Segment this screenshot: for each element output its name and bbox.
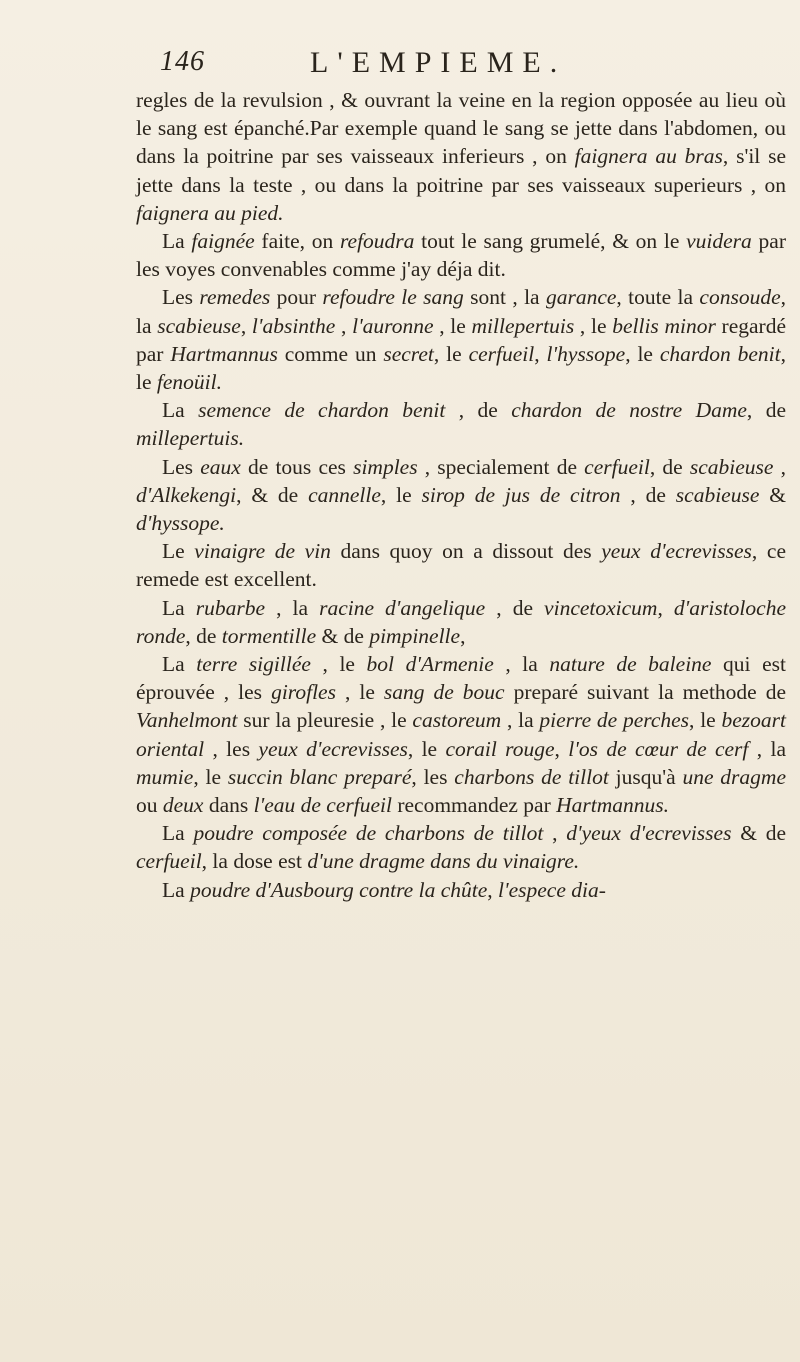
text-run: , ce remede est excellent. (136, 539, 786, 592)
italic-term: vinaigre de vin (194, 539, 331, 564)
italic-term: l'espece dia- (498, 877, 606, 902)
italic-term: tormentille (221, 623, 317, 648)
text-run: , (543, 821, 567, 846)
italic-term: millepertuis (471, 313, 575, 338)
italic-term: refoudra (339, 229, 415, 254)
italic-term: eaux (200, 454, 241, 479)
italic-term: l'hyssope (546, 341, 626, 366)
text-run: , (335, 313, 353, 338)
text-run: & de (731, 821, 786, 846)
italic-term: cerfueil (136, 849, 202, 874)
italic-term: bol d'Armenie (366, 652, 494, 677)
italic-term: d'aristoloche ronde (136, 595, 786, 648)
italic-term: scabieuse (689, 454, 774, 479)
text-run: de tous ces (240, 454, 354, 479)
text-run: , (460, 623, 466, 648)
italic-term: l'os de cœur de cerf (568, 736, 749, 761)
italic-term: bezoart oriental (136, 708, 786, 761)
text-run: regles de la revulsion , & ouvrant la veine en la region opposée au lieu où le sang est épanché.Par exemple quand le sang se jette dans l'abdomen, ou dans la poitrine par ses vaisseaux inferieurs , on (136, 88, 786, 169)
paragraph (136, 396, 786, 452)
text-run: , de (185, 623, 222, 648)
text-run: , le (407, 736, 446, 761)
italic-term: cannelle (308, 482, 381, 507)
italic-term: d'hyssope. (136, 511, 225, 536)
italic-term: terre sigillée (196, 652, 311, 677)
italic-term: consoude (699, 285, 781, 310)
text-run: , de (485, 595, 545, 620)
body-text (136, 86, 786, 904)
italic-term: chardon benit (659, 341, 781, 366)
paragraph (136, 594, 786, 650)
italic-term: garance (545, 285, 617, 310)
text-run: La (162, 398, 199, 423)
text-run: , (657, 595, 674, 620)
text-run: Les (162, 454, 201, 479)
text-run: tout le sang grumelé, & on le (414, 229, 687, 254)
paragraph (136, 283, 786, 396)
text-run: , specialement de (417, 454, 585, 479)
text-run: , les (204, 736, 259, 761)
paragraph (136, 537, 786, 593)
italic-term: yeux d'ecrevisses (601, 539, 752, 564)
italic-term: sang de bouc (383, 680, 505, 705)
italic-term: pimpinelle (369, 623, 461, 648)
text-run: preparé suivant la methode de (504, 680, 787, 705)
text-run: , s'il se jette dans la teste , ou dans la poitrine par ses vaisseaux superieurs , on (136, 144, 786, 197)
italic-term: sirop de jus de citron (421, 482, 621, 507)
text-run: ou (136, 793, 163, 818)
italic-term: cerfueil (468, 341, 535, 366)
italic-term: nature de baleine (549, 652, 712, 677)
italic-term: charbons de tillot (454, 764, 609, 789)
italic-term: l'auronne (352, 313, 434, 338)
italic-term: l'eau de cerfueil (253, 793, 392, 818)
italic-term: secret (383, 341, 434, 366)
italic-term: poudre d'Ausbourg contre la chûte (190, 877, 488, 902)
text-run: , de (620, 482, 676, 507)
paragraph (136, 227, 786, 283)
text-run: Les (162, 285, 200, 310)
text-run: , les (411, 764, 455, 789)
page-number: 146 (160, 46, 205, 77)
italic-term: simples (353, 454, 418, 479)
text-run: , le (625, 341, 660, 366)
text-run: , toute la (616, 285, 700, 310)
italic-term: scabieuse (157, 313, 241, 338)
text-run: , le (433, 313, 472, 338)
italic-term: fenoüil. (156, 370, 222, 395)
italic-term: d'yeux d'ecrevisses (566, 821, 732, 846)
italic-term: racine d'angelique (319, 595, 486, 620)
text-run: , le (574, 313, 613, 338)
text-run: , (534, 341, 547, 366)
italic-term: mumie (136, 764, 194, 789)
text-run: , la (136, 285, 786, 338)
text-run: dans quoy on a dissout des (330, 539, 602, 564)
text-run: , la (493, 652, 550, 677)
text-run: & (759, 482, 786, 507)
italic-term: faignée (191, 229, 255, 254)
italic-term: pierre de perches (539, 708, 690, 733)
text-run: , la (501, 708, 540, 733)
chapter-title: L'EMPIEME. (310, 46, 567, 79)
italic-term: yeux d'ecrevisses (258, 736, 408, 761)
italic-term: millepertuis. (136, 426, 245, 451)
paragraph (136, 86, 786, 227)
paragraph (136, 819, 786, 875)
paragraph (136, 650, 786, 819)
text-run: , (773, 454, 786, 479)
text-run: , la dose est (201, 849, 308, 874)
text-run: , (240, 313, 252, 338)
text-run: , de (746, 398, 787, 423)
text-run: La (162, 229, 192, 254)
text-run: La (162, 877, 191, 902)
italic-term: vuidera (686, 229, 752, 254)
italic-term: refoudre le sang (322, 285, 464, 310)
italic-term: scabieuse (675, 482, 760, 507)
text-run: & de (316, 623, 370, 648)
text-run: qui est éprouvée , les (136, 652, 786, 705)
text-run: , (554, 736, 569, 761)
italic-term: Hartmannus (170, 341, 278, 366)
italic-term: faignera au pied. (136, 200, 284, 225)
italic-term: une dragme (682, 764, 786, 789)
text-run: La (162, 595, 196, 620)
running-head (160, 46, 720, 86)
text-run: , le (433, 341, 469, 366)
italic-term: Vanhelmont (136, 708, 238, 733)
text-run: , de (445, 398, 512, 423)
paragraph (136, 876, 786, 904)
italic-term: remedes (199, 285, 271, 310)
text-run: jusqu'à (608, 764, 683, 789)
italic-term: poudre composée de charbons de tillot (193, 821, 544, 846)
italic-term: corail rouge (445, 736, 555, 761)
text-run: pour (270, 285, 323, 310)
italic-term: girofles (271, 680, 336, 705)
text-run: , la (748, 736, 787, 761)
text-run: sur la pleuresie , le (237, 708, 413, 733)
italic-term: deux (162, 793, 204, 818)
text-run: , le (310, 652, 367, 677)
text-run: , le (689, 708, 722, 733)
italic-term: succin blanc preparé (227, 764, 412, 789)
text-run: dans (203, 793, 254, 818)
italic-term: d'Alkekengi (136, 482, 237, 507)
text-run: faite, on (254, 229, 340, 254)
text-run: recommandez par (391, 793, 557, 818)
italic-term: l'absinthe (251, 313, 336, 338)
italic-term: bellis minor (612, 313, 716, 338)
text-run: , (487, 877, 499, 902)
text-run: Le (162, 539, 195, 564)
italic-term: chardon de nostre Dame (511, 398, 747, 423)
text-run: sont , la (463, 285, 546, 310)
italic-term: Hartmannus. (556, 793, 670, 818)
paragraph (136, 453, 786, 538)
text-run: , & de (236, 482, 309, 507)
text-run: , le (193, 764, 228, 789)
italic-term: vincetoxicum (544, 595, 658, 620)
text-run: , le (335, 680, 384, 705)
text-run: , le (380, 482, 422, 507)
text-run: , le (136, 341, 786, 395)
text-run: , de (649, 454, 690, 479)
text-run: comme un (277, 341, 384, 366)
italic-term: castoreum (412, 708, 502, 733)
italic-term: semence de chardon benit (198, 398, 446, 423)
italic-term: d'une dragme dans du vinaigre. (307, 849, 580, 874)
text-run: , la (265, 595, 320, 620)
text-run: regardé par (136, 313, 786, 366)
italic-term: cerfueil (584, 454, 650, 479)
italic-term: faignera au bras (574, 144, 723, 169)
text-run: La (162, 821, 194, 846)
text-run: La (162, 652, 197, 677)
text-run: par les voyes convenables comme j'ay déja dit. (136, 229, 786, 282)
italic-term: rubarbe (195, 595, 266, 620)
